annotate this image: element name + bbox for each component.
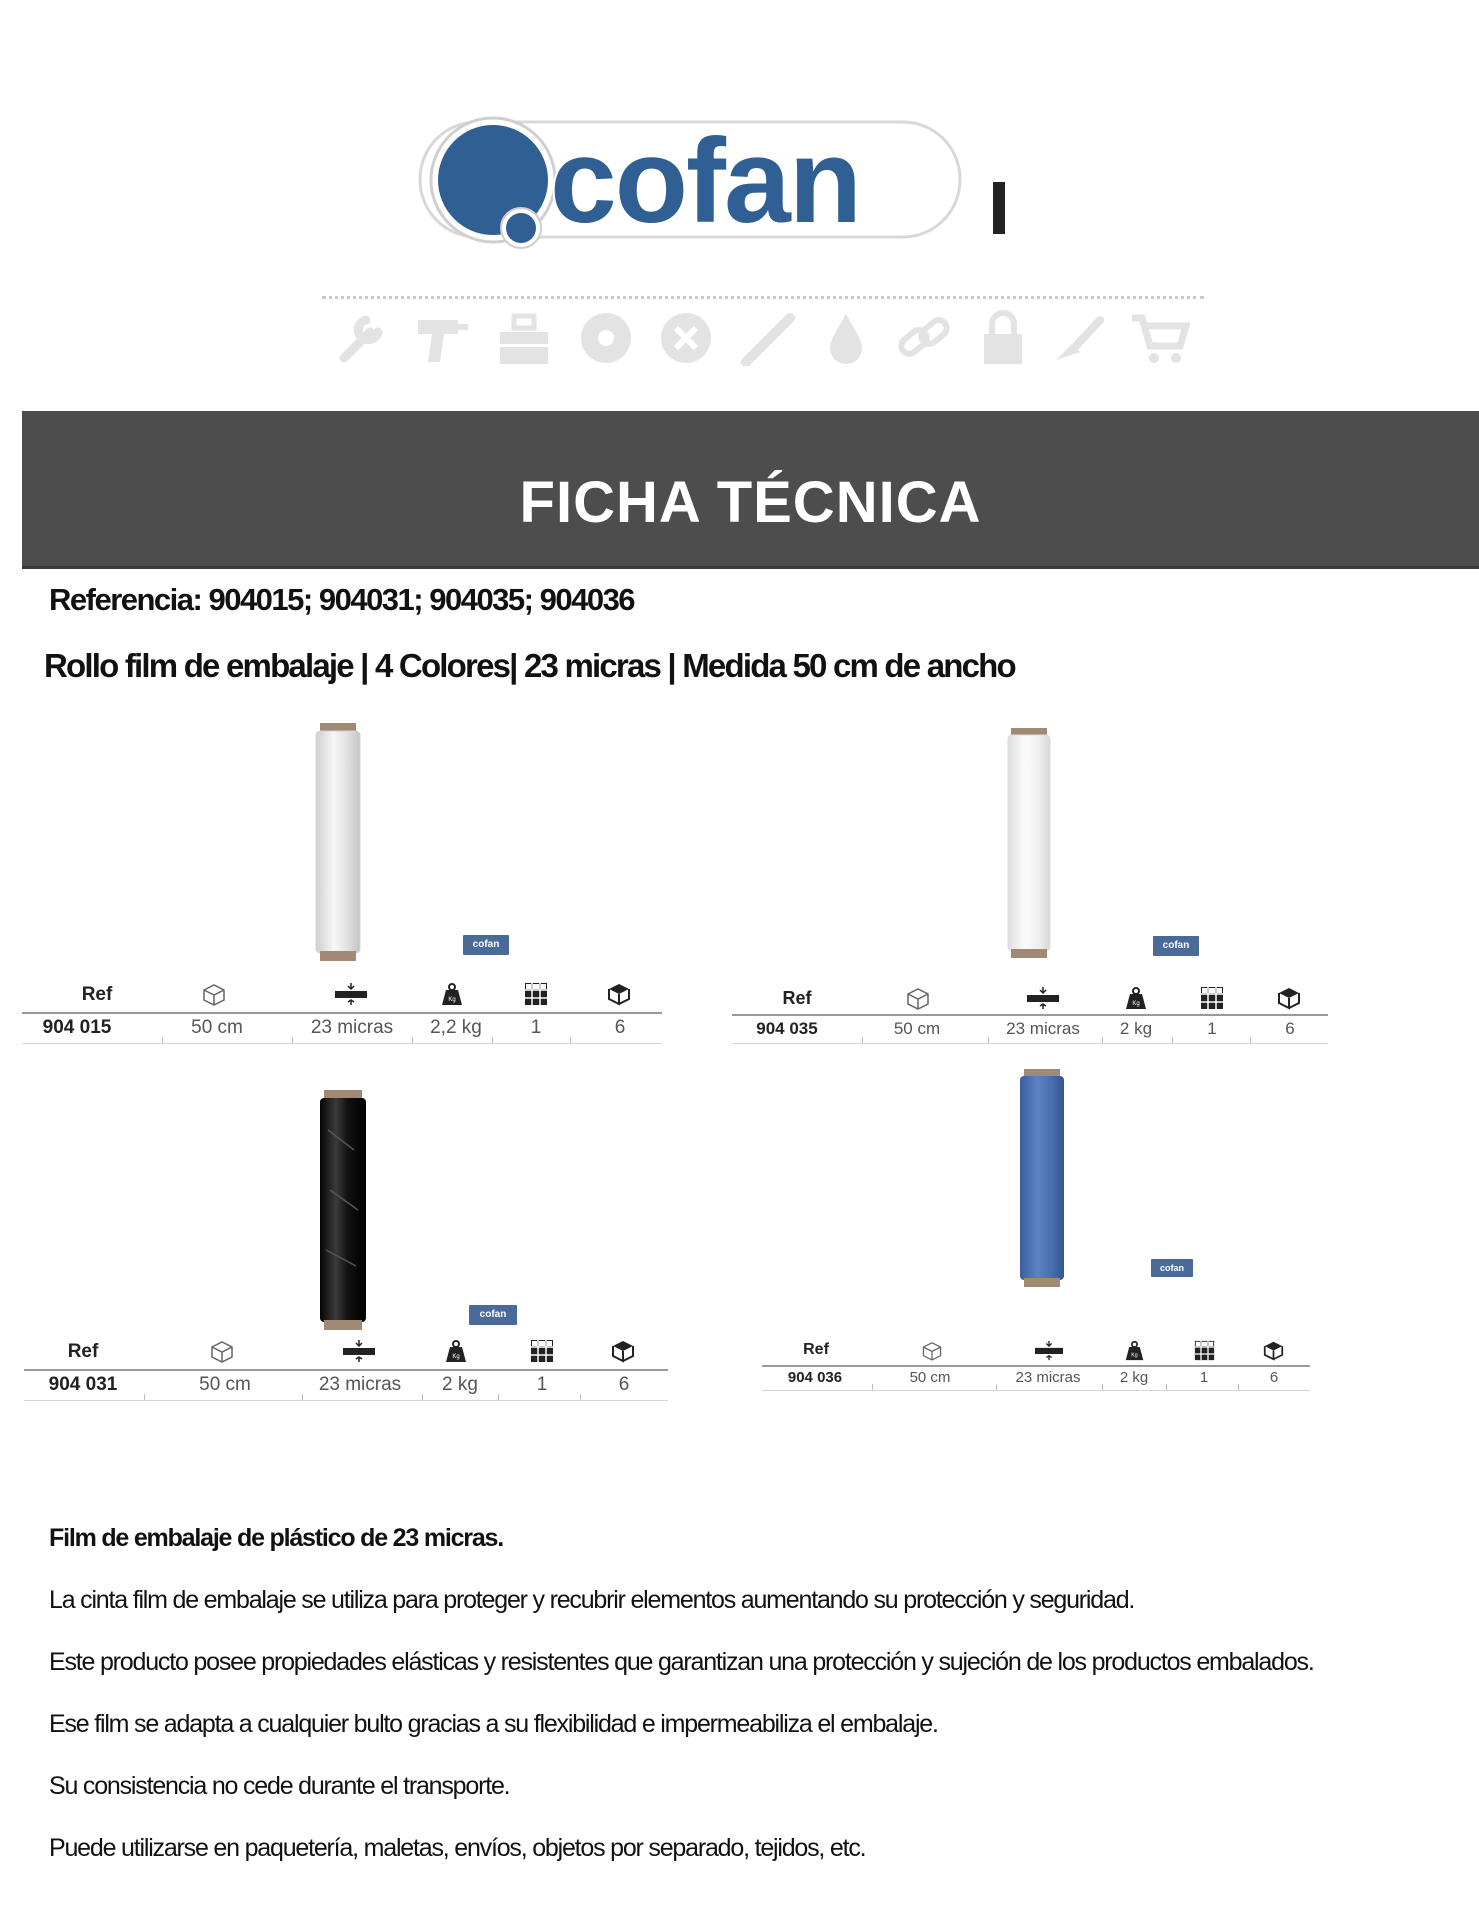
cofan-mini-logo: cofan xyxy=(469,1305,517,1325)
cart-icon xyxy=(1130,310,1190,366)
unit-grid-icon xyxy=(1194,1340,1215,1361)
header-divider xyxy=(322,296,1204,299)
title-band xyxy=(22,411,1479,569)
spec-table xyxy=(762,1339,1310,1395)
spec-header-row xyxy=(22,982,662,1014)
spec-value-row xyxy=(732,1015,1328,1044)
weight-value: 2 kg xyxy=(1119,1019,1153,1038)
package-icon xyxy=(606,982,632,1006)
ref-value: 904 015 xyxy=(42,1017,112,1038)
chain-icon xyxy=(896,310,952,366)
spec-value-row xyxy=(762,1366,1310,1391)
product-card xyxy=(762,1066,1322,1396)
units-value: 1 xyxy=(530,1017,542,1038)
drop-icon xyxy=(822,310,870,366)
padlock-icon xyxy=(978,310,1028,366)
description-paragraph: Puede utilizarse en paquetería, maletas, envíos, objetos por separado, tejidos, etc. xyxy=(49,1834,866,1862)
svg-text:Kg: Kg xyxy=(1131,1352,1138,1359)
product-card xyxy=(732,718,1332,1048)
cell-divider xyxy=(498,1394,499,1400)
film-roll-image xyxy=(1018,1069,1066,1289)
spec-table xyxy=(24,1339,668,1403)
ref-value: 904 031 xyxy=(48,1374,118,1395)
cell-divider xyxy=(1238,1384,1239,1390)
box-width-icon xyxy=(904,986,932,1010)
film-roll-image xyxy=(314,723,362,963)
cell-divider xyxy=(988,1037,989,1043)
weight-value: 2 kg xyxy=(1119,1369,1149,1386)
wrench-icon xyxy=(336,310,390,366)
thickness-icon xyxy=(334,982,368,1006)
wheel-icon xyxy=(578,310,634,366)
unit-grid-icon xyxy=(524,982,548,1006)
thickness-icon xyxy=(1034,1340,1064,1361)
trowel-icon xyxy=(1050,310,1108,366)
svg-text:cofan: cofan xyxy=(550,114,861,248)
disc-icon xyxy=(658,310,714,366)
svg-text:Kg: Kg xyxy=(1132,1001,1140,1007)
cell-divider xyxy=(162,1037,163,1043)
weight-icon xyxy=(440,982,464,1006)
spec-value-row xyxy=(22,1013,662,1044)
cell-divider xyxy=(996,1384,997,1390)
drill-icon xyxy=(414,310,470,366)
weight-icon xyxy=(1124,986,1148,1010)
description-paragraph: La cinta film de embalaje se utiliza para proteger y recubrir elementos aumentando su protección y seguridad. xyxy=(49,1586,1135,1614)
product-card xyxy=(22,718,662,1048)
thickness-value: 23 micras xyxy=(1006,1019,1080,1038)
thickness-icon xyxy=(342,1339,376,1363)
ref-header: Ref xyxy=(803,1341,829,1358)
reference-line: Referencia: 904015; 904031; 904035; 904036 xyxy=(49,582,635,617)
package-icon xyxy=(1276,986,1302,1010)
units-value: 1 xyxy=(1207,1019,1217,1038)
pack-value: 6 xyxy=(618,1374,630,1395)
ref-header: Ref xyxy=(67,1341,99,1362)
svg-text:Kg: Kg xyxy=(452,1354,460,1360)
box-width-icon xyxy=(208,1339,236,1363)
description-paragraph: Su consistencia no cede durante el transporte. xyxy=(49,1772,510,1800)
thickness-value: 23 micras xyxy=(318,1374,402,1395)
cell-divider xyxy=(570,1037,571,1043)
film-roll-image xyxy=(1006,728,1052,960)
product-card xyxy=(24,1085,668,1405)
page-title: FICHA TÉCNICA xyxy=(519,470,982,535)
tool-icon-strip xyxy=(330,310,1210,370)
brand-logo xyxy=(418,92,1018,272)
svg-text:Kg: Kg xyxy=(448,997,456,1003)
film-roll-image xyxy=(318,1090,368,1332)
spec-value-row xyxy=(24,1370,668,1401)
ref-header: Ref xyxy=(782,988,812,1008)
unit-grid-icon xyxy=(530,1339,554,1363)
ref-header: Ref xyxy=(81,984,113,1005)
weight-icon xyxy=(1124,1340,1145,1361)
cell-divider xyxy=(580,1394,581,1400)
cofan-mini-logo: cofan xyxy=(1151,1259,1193,1277)
width-value: 50 cm xyxy=(199,1374,251,1395)
cell-divider xyxy=(292,1037,293,1043)
ref-value: 904 036 xyxy=(787,1369,843,1386)
cell-divider xyxy=(412,1037,413,1043)
package-icon xyxy=(610,1339,636,1363)
cell-divider xyxy=(1102,1037,1103,1043)
cell-divider xyxy=(1102,1384,1103,1390)
spec-table xyxy=(732,986,1328,1046)
product-subtitle: Rollo film de embalaje | 4 Colores| 23 micras | Medida 50 cm de ancho xyxy=(44,647,1015,684)
description-heading: Film de embalaje de plástico de 23 micras. xyxy=(49,1524,503,1552)
pack-value: 6 xyxy=(1269,1369,1279,1386)
thickness-value: 23 micras xyxy=(310,1017,394,1038)
cofan-mini-logo: cofan xyxy=(463,935,509,955)
spec-header-row xyxy=(762,1339,1310,1367)
description-paragraph: Ese film se adapta a cualquier bulto gracias a su flexibilidad e impermeabiliza el embalaje. xyxy=(49,1710,938,1738)
weight-value: 2 kg xyxy=(442,1374,478,1395)
box-width-icon xyxy=(920,1340,944,1361)
pack-value: 6 xyxy=(614,1017,626,1038)
ref-value: 904 035 xyxy=(756,1019,818,1038)
width-value: 50 cm xyxy=(191,1017,243,1038)
cell-divider xyxy=(302,1394,303,1400)
width-value: 50 cm xyxy=(893,1019,941,1038)
cell-divider xyxy=(422,1394,423,1400)
weight-value: 2,2 kg xyxy=(430,1017,482,1038)
cell-divider xyxy=(872,1384,873,1390)
thickness-value: 23 micras xyxy=(1015,1369,1081,1386)
toolbox-icon xyxy=(496,310,552,366)
blade-icon xyxy=(740,310,796,366)
units-value: 1 xyxy=(536,1374,548,1395)
spec-header-row xyxy=(24,1339,668,1371)
spec-header-row xyxy=(732,986,1328,1016)
cell-divider xyxy=(862,1037,863,1043)
cofan-logo-graphic xyxy=(418,92,1018,272)
spec-table xyxy=(22,982,662,1046)
weight-icon xyxy=(444,1339,468,1363)
cell-divider xyxy=(144,1394,145,1400)
cell-divider xyxy=(1166,1384,1167,1390)
cell-divider xyxy=(492,1037,493,1043)
description-paragraph: Este producto posee propiedades elásticas y resistentes que garantizan una protección y sujeción de los productos embalados. xyxy=(49,1648,1314,1676)
cell-divider xyxy=(1250,1037,1251,1043)
pack-value: 6 xyxy=(1285,1019,1295,1038)
cofan-mini-logo: cofan xyxy=(1153,936,1199,956)
box-width-icon xyxy=(200,982,228,1006)
unit-grid-icon xyxy=(1200,986,1224,1010)
thickness-icon xyxy=(1026,986,1060,1010)
width-value: 50 cm xyxy=(909,1369,951,1386)
cell-divider xyxy=(1172,1037,1173,1043)
units-value: 1 xyxy=(1199,1369,1209,1386)
package-icon xyxy=(1262,1340,1285,1361)
